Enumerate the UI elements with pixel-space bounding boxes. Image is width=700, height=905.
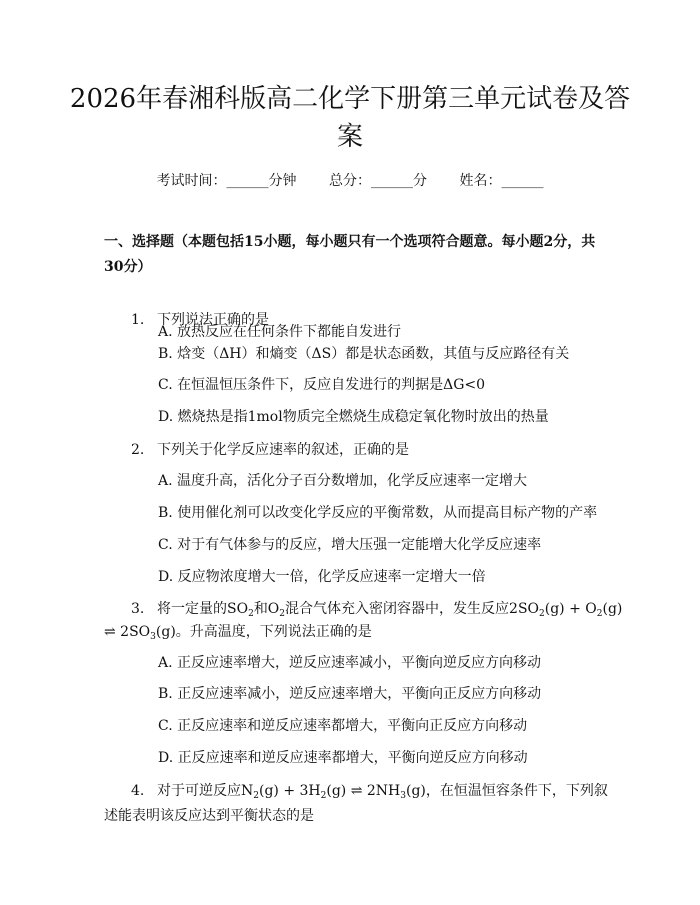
subscript: 2 <box>279 609 286 619</box>
question-number: 4. <box>131 783 145 799</box>
question-3-option-a: A. 正反应速率增大，逆反应速率减小，平衡向逆反应方向移动 <box>158 655 542 671</box>
question-1-option-b: B. 焓变（ΔH）和熵变（ΔS）都是状态函数，其值与反应路径有关 <box>158 346 570 362</box>
subscript: 2 <box>248 609 254 619</box>
question-4-line-2: 述能表明该反应达到平衡状态的是 <box>104 808 314 824</box>
question-stem-part: (g)。升高温度，下列说法正确的是 <box>155 624 372 640</box>
question-stem: 下列关于化学反应速率的叙述，正确的是 <box>157 442 409 458</box>
question-3-line-2 <box>104 622 372 642</box>
subscript: 3 <box>400 791 406 801</box>
question-stem: 下列说法正确的是 <box>157 312 269 328</box>
question-2-option-a: A. 温度升高，活化分子百分数增加，化学反应速率一定增大 <box>158 473 528 489</box>
question-number: 2. <box>131 442 145 458</box>
question-number: 1. <box>131 312 145 328</box>
question-stem-part: (g) <box>602 601 623 617</box>
question-3-line-1 <box>131 599 622 619</box>
question-stem-part: 混合气体充入密闭容器中，发生反应2SO <box>285 601 540 617</box>
question-3-option-b: B. 正反应速率减小，逆反应速率增大，平衡向正反应方向移动 <box>158 686 542 702</box>
section-heading: 一、选择题（本题包括15小题，每小题只有一个选项符合题意。每小题2分，共30分） <box>104 234 596 275</box>
question-1-option-a: A. 放热反应在任何条件下都能自发进行 <box>158 324 402 340</box>
student-name-field: 姓名：______ <box>459 173 544 189</box>
question-2-option-d: D. 反应物浓度增大一倍，化学反应速率一定增大一倍 <box>158 569 486 585</box>
question-stem-part: (g)，在恒温恒容条件下，下列叙 <box>405 783 608 799</box>
question-stem-part: ⇌ 2SO <box>104 624 151 640</box>
question-2 <box>131 440 409 460</box>
question-stem-part: (g) + O <box>544 601 597 617</box>
question-1-option-d: D. 燃烧热是指1mol物质完全燃烧生成稳定氧化物时放出的热量 <box>158 409 549 425</box>
question-1-option-c: C. 在恒温恒压条件下，反应自发进行的判据是ΔG<0 <box>158 377 486 393</box>
subscript: 2 <box>320 791 327 801</box>
question-stem-part: (g) ⇌ 2NH <box>326 783 401 799</box>
subscript: 3 <box>150 632 156 642</box>
subscript: 2 <box>539 609 545 619</box>
question-4-line-1 <box>131 781 608 801</box>
question-2-option-c: C. 对于有气体参与的反应，增大压强一定能增大化学反应速率 <box>158 537 542 553</box>
question-stem-part: 和O <box>253 601 280 617</box>
question-stem-part: (g) + 3H <box>258 783 321 799</box>
exam-time-field: 考试时间：______分钟 <box>156 173 297 189</box>
question-3-option-c: C. 正反应速率和逆反应速率都增大，平衡向正反应方向移动 <box>158 718 528 734</box>
question-number: 3. <box>131 601 145 617</box>
question-3-option-d: D. 正反应速率和逆反应速率都增大，平衡向逆反应方向移动 <box>158 750 528 766</box>
subscript: 2 <box>596 609 603 619</box>
question-stem-part: 对于可逆反应N <box>157 783 254 799</box>
exam-info <box>0 170 700 190</box>
question-2-option-b: B. 使用催化剂可以改变化学反应的平衡常数，从而提高目标产物的产率 <box>158 505 598 521</box>
question-stem-part: 将一定量的SO <box>157 601 249 617</box>
page-title: 2026年春湘科版高二化学下册第三单元试卷及答案 <box>69 84 631 152</box>
subscript: 2 <box>253 791 259 801</box>
total-score-field: 总分：______分 <box>329 173 427 189</box>
